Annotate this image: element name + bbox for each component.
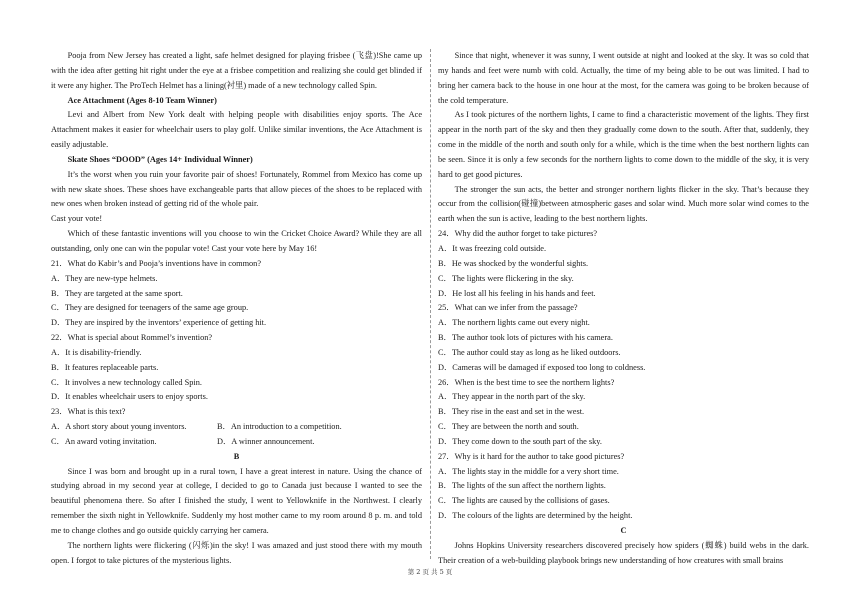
section-heading: C bbox=[620, 526, 627, 535]
answer-option: A．It was freezing cold outside. bbox=[438, 243, 547, 253]
passage-paragraph: As I took pictures of the northern lights, I came to find a characteristic movement of the lights. They first appear in the north part of the sky and then they gradually come down to the south. After that, suddenly, they come in the middle of the north and south only for a while, which is the time when the best northern lights can be seen. Since it is only a few seconds for the northern lights to come down to the middle of the sky, it is very hard to get good pictures. bbox=[438, 110, 809, 179]
answer-option: A．A short story about young inventors. bbox=[51, 422, 187, 432]
subheading: Ace Attachment (Ages 8-10 Team Winner) bbox=[67, 95, 217, 105]
answer-option: D．The colours of the lights are determined by the height. bbox=[438, 511, 633, 521]
answer-option: A．It is disability-friendly. bbox=[51, 347, 142, 357]
option-row bbox=[51, 420, 422, 435]
answer-option: D．They are inspired by the inventors’ experience of getting hit. bbox=[51, 318, 267, 328]
answer-option: B．It features replaceable parts. bbox=[51, 362, 159, 372]
answer-option: A．The northern lights came out every night. bbox=[438, 318, 590, 328]
passage-paragraph: Pooja from New Jersey has created a light, safe helmet designed for playing frisbee (飞盘)!She came up with the idea after getting hit right under the eye at a frisbee competition and realizing she could get blinded if it were any higher. The ProTech Helmet has a lining(衬里) made of a new technology called Spin. bbox=[51, 51, 422, 90]
passage-paragraph: Levi and Albert from New York dealt with helping people with disabilities enjoy sports. The Ace Attachment makes it easier for wheelchair users to play golf. Unlike similar inventions, the Ace Attachment is easily adjustable. bbox=[51, 110, 422, 150]
answer-option: D．A winner announcement. bbox=[217, 436, 315, 446]
passage-paragraph: Since I was born and brought up in a rural town, I have a great interest in nature. Using the chance of studying abroad in my second year at college, I decided to go to Canada just because I wanted to see the beautiful phenomena there. So after I finished the study, I went to Yellowknife in the Northwest. I clearly remember the sixth night in Yellowknife. Suddenly my host mother came to my room around 8 p. m. and told me to change clothes and go outside quickly carrying her camera. bbox=[51, 466, 422, 535]
question-stem: 26．When is the best time to see the northern lights? bbox=[438, 377, 615, 387]
answer-option: C．An award voting invitation. bbox=[51, 436, 157, 446]
answer-option: C．They are between the north and south. bbox=[438, 422, 579, 432]
question-stem: 22．What is special about Rommel’s invention? bbox=[51, 333, 213, 343]
answer-option: D．Cameras will be damaged if exposed too long to coldness. bbox=[438, 362, 646, 372]
passage-paragraph: The stronger the sun acts, the better and stronger northern lights flicker in the sky. That’s because they occur from the collision(碰撞)between atmospheric gases and solar wind. Much more solar wind comes to the earth when the sun is active, leading to the best northern lights. bbox=[438, 184, 809, 224]
answer-option: D．It enables wheelchair users to enjoy sports. bbox=[51, 392, 208, 402]
answer-option: A．They appear in the north part of the sky. bbox=[438, 392, 586, 402]
answer-option: D．They come down to the south part of the sky. bbox=[438, 436, 602, 446]
right-column bbox=[438, 49, 809, 569]
answer-option: B．They rise in the east and set in the west. bbox=[438, 407, 585, 417]
left-column bbox=[51, 49, 422, 569]
answer-option: C．They are designed for teenagers of the same age group. bbox=[51, 303, 249, 313]
option-row bbox=[51, 435, 422, 450]
passage-paragraph: Which of these fantastic inventions will you choose to win the Cricket Choice Award? While they are all outstanding, only one can win the popular vote! Cast your vote here by May 16! bbox=[51, 229, 422, 253]
question-stem: 25．What can we infer from the passage? bbox=[438, 303, 578, 313]
passage-paragraph: Since that night, whenever it was sunny, I went outside at night and looked at the sky. It was so cold that my hands and feet were numb with cold. Actually, the time of my being able to be out was limited. I had to bring her camera back to the house in one hour at the most, for the camera was going to be broken because of the cold temperature. bbox=[438, 51, 809, 105]
answer-option: B．An introduction to a competition. bbox=[217, 422, 342, 432]
answer-option: B．The author took lots of pictures with his camera. bbox=[438, 333, 613, 343]
answer-option: B．They are targeted at the same sport. bbox=[51, 288, 183, 298]
answer-option: C．It involves a new technology called Spin. bbox=[51, 377, 202, 387]
question-stem: 27．Why is it hard for the author to take good pictures? bbox=[438, 451, 625, 461]
answer-option: B．He was shocked by the wonderful sights. bbox=[438, 258, 589, 268]
subheading: Skate Shoes “DOOD” (Ages 14+ Individual Winner) bbox=[67, 154, 253, 164]
passage-paragraph: Johns Hopkins University researchers discovered precisely how spiders (蜘蛛) build webs in the dark. Their creation of a web-building playbook brings new understanding of how creatures with small brains bbox=[438, 540, 809, 565]
answer-option: C．The lights were flickering in the sky. bbox=[438, 273, 574, 283]
answer-option: B．The lights of the sun affect the northern lights. bbox=[438, 481, 606, 491]
question-stem: 21．What do Kabir’s and Pooja’s inventions have in common? bbox=[51, 258, 261, 268]
passage-line: Cast your vote! bbox=[51, 214, 103, 224]
question-stem: 23．What is this text? bbox=[51, 407, 126, 417]
answer-option: A．They are new-type helmets. bbox=[51, 273, 158, 283]
answer-option: C．The author could stay as long as he liked outdoors. bbox=[438, 347, 621, 357]
column-divider bbox=[430, 49, 431, 559]
passage-paragraph: The northern lights were flickering (闪烁)in the sky! I was amazed and just stood there with my mouth open. I forgot to take pictures of the mysterious lights. bbox=[51, 540, 422, 565]
question-stem: 24．Why did the author forget to take pictures? bbox=[438, 229, 598, 239]
passage-paragraph: It’s the worst when you ruin your favorite pair of shoes! Fortunately, Rommel from Mexico has come up with new skate shoes. These shoes have exchangeable parts that allow pieces of the shoes to be replaced with new ones when broken instead of getting rid of the whole pair. bbox=[51, 169, 422, 209]
answer-option: C．The lights are caused by the collisions of gases. bbox=[438, 496, 610, 506]
answer-option: A．The lights stay in the middle for a very short time. bbox=[438, 466, 619, 476]
answer-option: D．He lost all his feeling in his hands and feet. bbox=[438, 288, 596, 298]
page-number-footer: 第 2 页 共 5 页 bbox=[407, 568, 453, 576]
section-heading: B bbox=[233, 451, 240, 461]
